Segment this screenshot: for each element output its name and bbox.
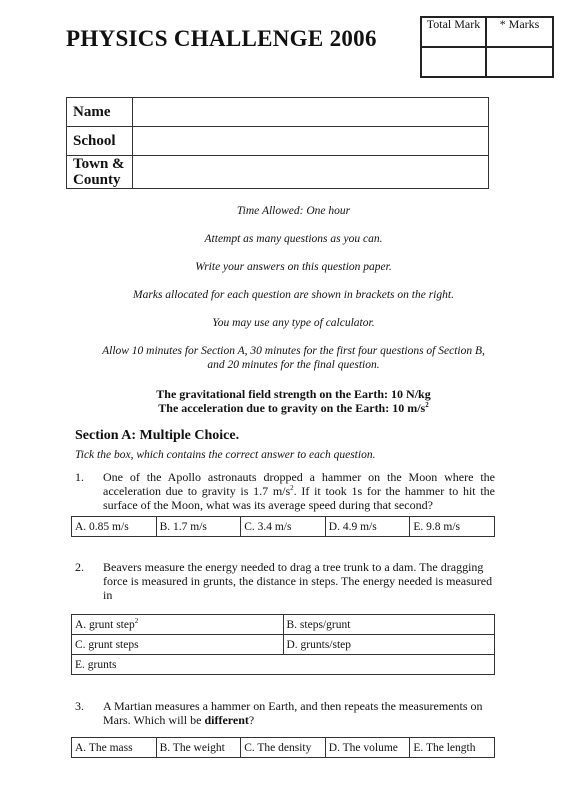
q2-option-b[interactable]: B. steps/grunt xyxy=(283,615,495,635)
section-title: Section A: Multiple Choice. xyxy=(75,428,240,443)
q2-option-a[interactable]: A. grunt step$^2$ xyxy=(72,615,284,635)
town-county-label: Town & County xyxy=(67,156,133,189)
q3-option-d[interactable]: D. The volume xyxy=(325,738,410,758)
instruction-marks: Marks allocated for each question are shown in brackets on the right. xyxy=(133,289,454,301)
student-info-table xyxy=(66,97,489,189)
q3-option-e[interactable]: E. The length xyxy=(410,738,495,758)
total-mark-input[interactable] xyxy=(421,47,486,77)
marks-box xyxy=(420,16,554,78)
instruction-attempt: Attempt as many questions as you can. xyxy=(204,233,383,245)
q2-text: Beavers measure the energy needed to drag a tree trunk to a dam. The dragging force is measured in grunts, the distance in steps. The energy needed is measured in xyxy=(103,560,493,602)
q2-number: 2. xyxy=(75,560,84,574)
name-field[interactable] xyxy=(133,98,489,127)
instruction-calculator: You may use any type of calculator. xyxy=(212,317,375,329)
q1-option-c[interactable]: C. 3.4 m/s xyxy=(241,517,326,537)
q3-option-c[interactable]: C. The density xyxy=(241,738,326,758)
constant-acceleration: The acceleration due to gravity on the Earth: 10 $m/s^2$ xyxy=(158,401,429,415)
section-instruction: Tick the box, which contains the correct answer to each question. xyxy=(75,449,376,461)
instruction-write: Write your answers on this question paper. xyxy=(195,261,392,273)
marks-input[interactable] xyxy=(486,47,553,77)
q2-option-e[interactable]: E. grunts xyxy=(72,655,495,675)
school-field[interactable] xyxy=(133,127,489,156)
q1-text: One of the Apollo astronauts dropped a hammer on the Moon where the acceleration due to gravity is 1.7 $m/s^2$. If it took 1s for the hammer to hit the surface of the Moon, what was its average speed during that second? xyxy=(103,470,495,512)
q1-option-b[interactable]: B. 1.7 m/s xyxy=(156,517,241,537)
total-mark-label: Total Mark xyxy=(421,17,486,47)
constant-field-strength: The gravitational field strength on the Earth: 10 N/kg xyxy=(156,387,431,401)
school-label: School xyxy=(67,127,133,156)
q1-option-e[interactable]: E. 9.8 m/s xyxy=(410,517,495,537)
page-title: PHYSICS CHALLENGE 2006 xyxy=(66,26,377,51)
q2-options xyxy=(71,614,495,675)
town-county-field[interactable] xyxy=(133,156,489,189)
q3-option-b[interactable]: B. The weight xyxy=(156,738,241,758)
q3-option-a[interactable]: A. The mass xyxy=(72,738,157,758)
q1-options xyxy=(71,516,495,537)
q3-options xyxy=(71,737,495,758)
q3-number: 3. xyxy=(75,699,84,713)
instruction-time: Time Allowed: One hour xyxy=(236,205,351,217)
q1-option-d[interactable]: D. 4.9 m/s xyxy=(325,517,410,537)
instruction-allow-1: Allow 10 minutes for Section A, 30 minutes for the first four questions of Section B, xyxy=(102,345,485,357)
name-label: Name xyxy=(67,98,133,127)
q1-option-a[interactable]: A. 0.85 m/s xyxy=(72,517,157,537)
instruction-allow-2: and 20 minutes for the final question. xyxy=(207,359,380,371)
q1-number: 1. xyxy=(75,470,84,484)
q2-option-d[interactable]: D. grunts/step xyxy=(283,635,495,655)
q2-option-c[interactable]: C. grunt steps xyxy=(72,635,284,655)
q3-text: A Martian measures a hammer on Earth, and then repeats the measurements on Mars. Which will be different? xyxy=(103,699,483,727)
marks-label: * Marks xyxy=(486,17,553,47)
